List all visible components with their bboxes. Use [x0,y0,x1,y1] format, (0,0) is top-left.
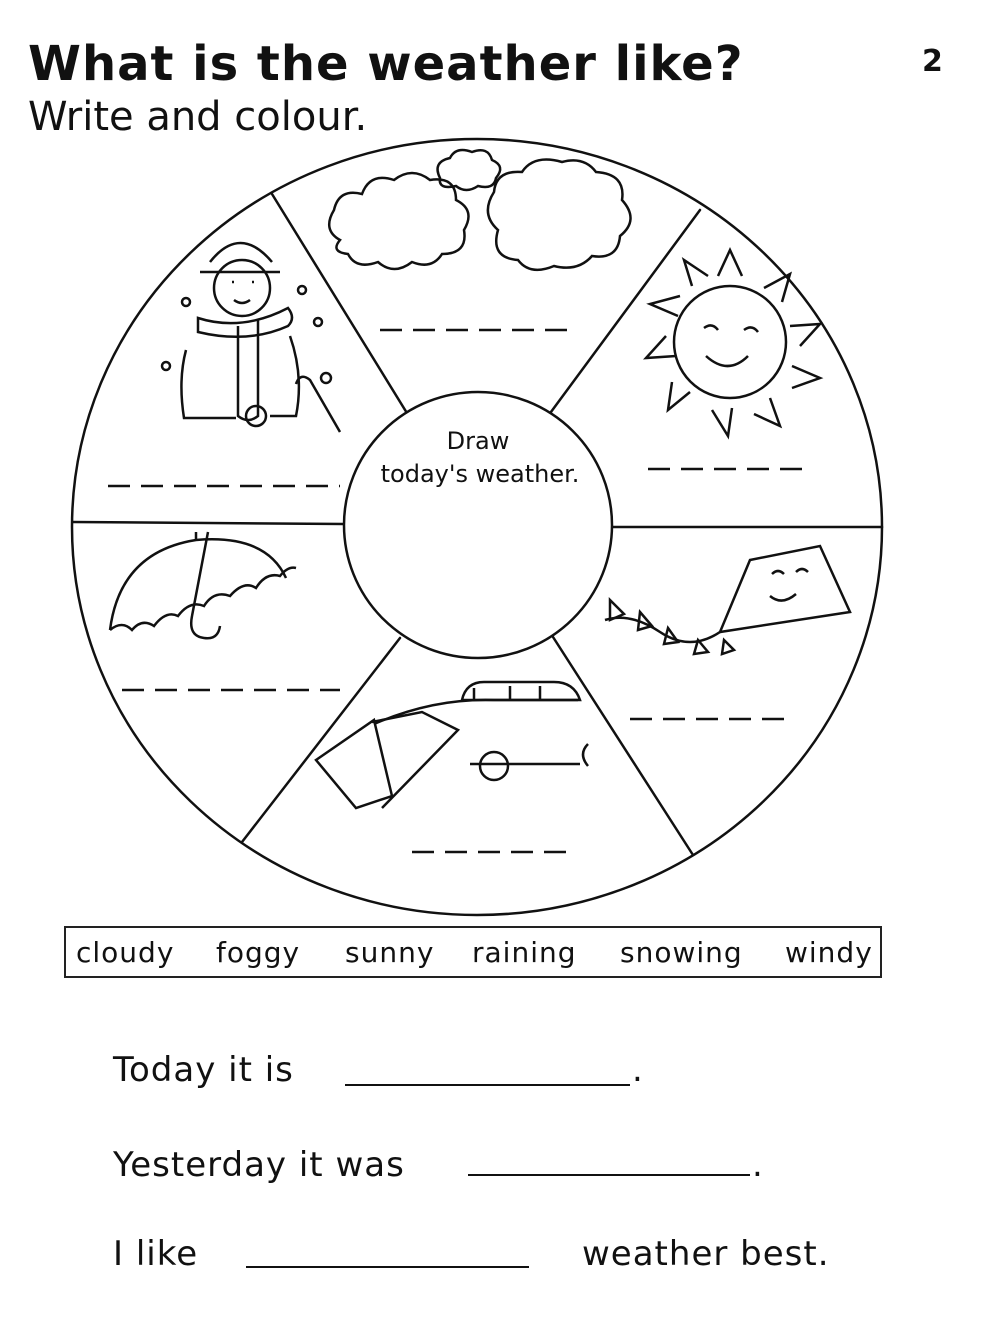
sun-icon [646,250,820,436]
clouds-icon [329,150,630,270]
sentence-favourite-start: I like [113,1234,199,1274]
word-bank-item: snowing [620,936,743,969]
draw-prompt-line2: today's weather. [380,460,580,488]
spoke [272,194,410,418]
spoke [73,522,344,524]
instructions: Write and colour. [28,94,368,140]
spoke [242,638,400,842]
snowman-icon [162,243,340,432]
sentence-favourite-end: weather best. [582,1234,830,1274]
word-bank-item: windy [785,936,873,969]
answer-line-yesterday[interactable] [468,1174,750,1176]
word-bank-item: sunny [345,936,435,969]
answer-line-favourite[interactable] [246,1266,529,1268]
spoke [553,637,693,855]
sentence-end-period: . [752,1145,764,1185]
sentence-yesterday: Yesterday it was [113,1145,405,1185]
page-title: What is the weather like? [28,36,744,92]
page-number: 2 [922,44,943,79]
car-in-fog-icon [316,682,588,808]
kite-icon [605,546,850,654]
word-bank-item: cloudy [76,936,175,969]
sentence-end-period: . [632,1050,644,1090]
spoke [548,210,700,416]
answer-line-today[interactable] [345,1084,630,1086]
umbrella-icon [110,532,296,638]
word-bank-item: raining [472,936,577,969]
sentence-today: Today it is [113,1050,294,1090]
draw-prompt-line1: Draw [446,427,510,455]
word-bank-item: foggy [216,936,301,969]
